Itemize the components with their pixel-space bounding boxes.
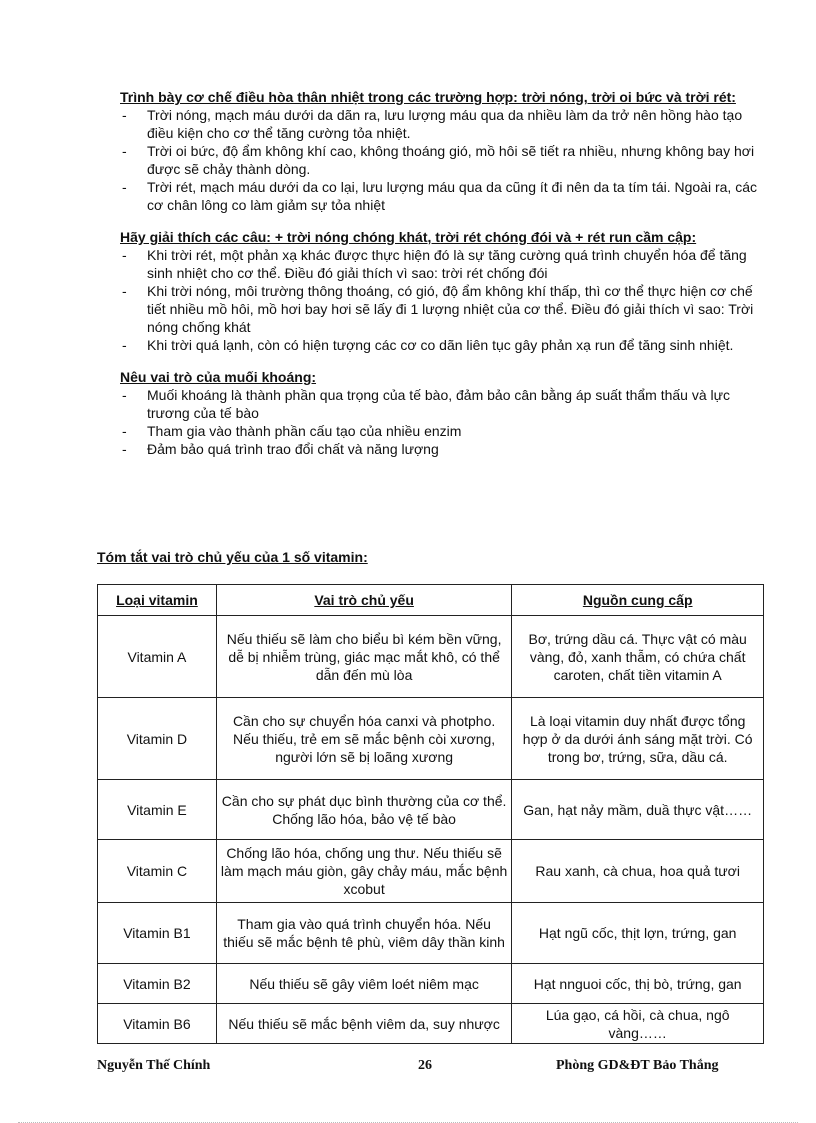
cell-vitamin: Vitamin B6: [98, 1004, 217, 1044]
bullet-list: [120, 106, 760, 214]
footer-office: Phòng GD&ĐT Bảo Thắng: [556, 1058, 719, 1073]
table-row: [98, 964, 764, 1004]
section-heading: Trình bày cơ chế điều hòa thân nhiệt trong các trường hợp: trời nóng, trời oi bức và trời rét:: [120, 89, 736, 105]
cell-role: Nếu thiếu sẽ làm cho biểu bì kém bền vững, dễ bị nhiễm trùng, giác mạc mắt khô, có thể dẫn đến mù lòa: [216, 616, 512, 698]
cell-vitamin: Vitamin E: [98, 780, 217, 840]
table-row: [98, 1004, 764, 1044]
section-heading: Hãy giải thích các câu: + trời nóng chóng khát, trời rét chóng đói và + rét run cầm cập:: [120, 229, 697, 245]
cell-source: Hạt nnguoi cốc, thị bò, trứng, gan: [512, 964, 764, 1004]
list-item: - Đảm bảo quá trình trao đổi chất và năng lượng: [120, 440, 760, 458]
cell-role: Cần cho sự phát dục bình thường của cơ thể. Chống lão hóa, bảo vệ tế bào: [216, 780, 512, 840]
list-item: - Tham gia vào thành phần cấu tạo của nhiều enzim: [120, 422, 760, 440]
section-heading: Nêu vai trò của muối khoáng:: [120, 369, 317, 385]
column-header-source: Nguồn cung cấp: [512, 585, 764, 616]
cell-role: Nếu thiếu sẽ gây viêm loét niêm mạc: [216, 964, 512, 1004]
list-item: - Khi trời rét, một phản xạ khác được thực hiện đó là sự tăng cường quá trình chuyển hóa để tăng sinh nhiệt cho cơ thể. Điều đó giải thích vì sao: trời rét chống đói: [120, 246, 760, 282]
list-item: - Trời oi bức, độ ẩm không khí cao, không thoáng gió, mồ hôi sẽ tiết ra nhiều, nhưng không bay hơi được sẽ chảy thành dòng.: [120, 142, 760, 178]
vitamin-table: [97, 584, 764, 1044]
section-thermoregulation: [120, 88, 760, 214]
cell-vitamin: Vitamin C: [98, 840, 217, 903]
document-body: [120, 88, 760, 472]
cell-vitamin: Vitamin B1: [98, 903, 217, 964]
cell-vitamin: Vitamin A: [98, 616, 217, 698]
list-item: - Muối khoáng là thành phần qua trọng của tế bào, đảm bảo cân bằng áp suất thẩm thấu và lực trương của tế bào: [120, 386, 760, 422]
footer-page-number: 26: [418, 1058, 432, 1073]
cell-source: Hạt ngũ cốc, thịt lợn, trứng, gan: [512, 903, 764, 964]
cell-source: Là loại vitamin duy nhất được tổng hợp ở da dưới ánh sáng mặt trời. Có trong bơ, trứng, sữa, dầu cá.: [512, 698, 764, 780]
list-item: - Trời nóng, mạch máu dưới da dãn ra, lưu lượng máu qua da nhiều làm da trở nên hồng hào tạo điều kiện cho cơ thể tăng cường tỏa nhiệt.: [120, 106, 760, 142]
bullet-list: [120, 246, 760, 354]
cell-vitamin: Vitamin B2: [98, 964, 217, 1004]
list-item: - Khi trời quá lạnh, còn có hiện tượng các cơ co dãn liên tục gây phản xạ run để tăng sinh nhiệt.: [120, 336, 760, 354]
column-header-role: Vai trò chủ yếu: [216, 585, 512, 616]
cell-source: Lúa gạo, cá hồi, cà chua, ngô vàng……: [512, 1004, 764, 1044]
cell-source: Gan, hạt nảy mầm, duầ thực vật……: [512, 780, 764, 840]
footer-author: Nguyễn Thế Chính: [97, 1058, 211, 1073]
table-row: [98, 780, 764, 840]
column-header-vitamin: Loại vitamin: [98, 585, 217, 616]
section-explanation: [120, 228, 760, 354]
bullet-list: [120, 386, 760, 458]
cell-role: Tham gia vào quá trình chuyển hóa. Nếu thiếu sẽ mắc bệnh tê phù, viêm dây thần kinh: [216, 903, 512, 964]
table-header-row: [98, 585, 764, 616]
cell-role: Nếu thiếu sẽ mắc bệnh viêm da, suy nhược: [216, 1004, 512, 1044]
section-minerals: [120, 368, 760, 458]
table-row: [98, 616, 764, 698]
table-row: [98, 840, 764, 903]
cell-source: Bơ, trứng dầu cá. Thực vật có màu vàng, đỏ, xanh thẫm, có chứa chất caroten, chất tiền vitamin A: [512, 616, 764, 698]
cell-source: Rau xanh, cà chua, hoa quả tươi: [512, 840, 764, 903]
list-item: - Khi trời nóng, môi trường thông thoáng, có gió, độ ẩm không khí thấp, thì cơ thể thực hiện cơ chế tiết nhiều mồ hôi, mồ hơi bay hơi sẽ lấy đi 1 lượng nhiệt của cơ thể. Điều đó giải thích vì sao: Trời nóng chống khát: [120, 282, 760, 336]
list-item: - Trời rét, mạch máu dưới da co lại, lưu lượng máu qua da cũng ít đi nên da ta tím tái. Ngoài ra, các cơ chân lông co làm giảm sự tỏa nhiệt: [120, 178, 760, 214]
cell-role: Chống lão hóa, chống ung thư. Nếu thiếu sẽ làm mạch máu giòn, gây chảy máu, mắc bệnh xcobut: [216, 840, 512, 903]
table-row: [98, 698, 764, 780]
table-title: Tóm tắt vai trò chủ yếu của 1 số vitamin:: [97, 549, 368, 565]
table-row: [98, 903, 764, 964]
cell-vitamin: Vitamin D: [98, 698, 217, 780]
cell-role: Cần cho sự chuyển hóa canxi và photpho. Nếu thiếu, trẻ em sẽ mắc bệnh còi xương, người lớn sẽ bị loãng xương: [216, 698, 512, 780]
